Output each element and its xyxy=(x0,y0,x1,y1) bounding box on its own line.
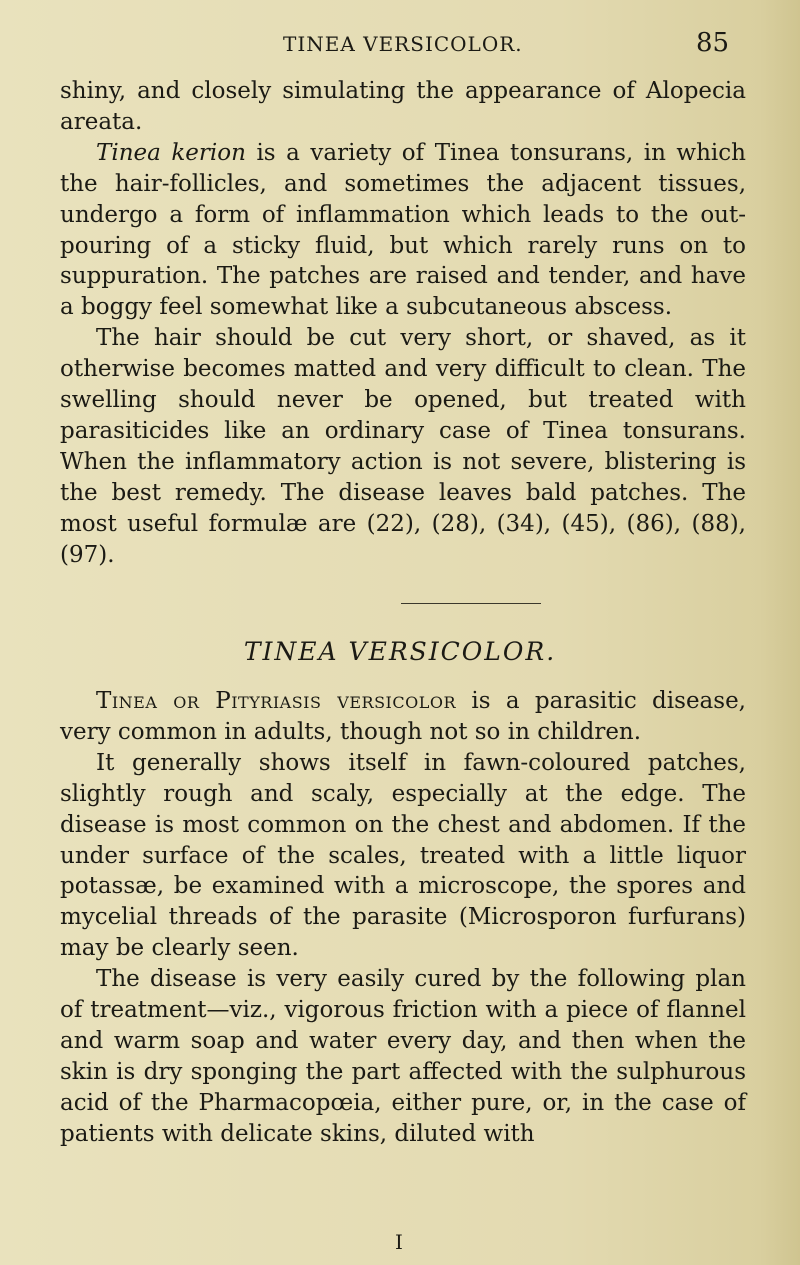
page-number: 85 xyxy=(696,28,730,58)
paragraph-treatment: The hair should be cut very short, or shaved, as it otherwise becomes matted and very difficult to clean. The swelling should never be opened, but treated with parasiticides like an ordinary case of Tinea tonsurans. When the inflammatory action is not severe, blistering is the best remedy. The disease leaves bald patches. The most useful formulæ are (22), (28), (34), (45), (86), (88), (97). xyxy=(60,325,746,568)
section-title: TINEA VERSICOLOR. xyxy=(243,637,557,666)
paragraph-definition xyxy=(60,686,746,748)
paragraph-cure: The disease is very easily cured by the following plan of treatment—viz., vigorous friction with a piece of flannel and warm soap and water every day, and then when the skin is dry sponging the part affected with the sulphurous acid of the Pharmacopœia, either pure, or, in the case of patients with delicate skins, diluted with xyxy=(60,966,746,1147)
small-caps-term: Tinea or Pityriasis versicolor xyxy=(96,688,457,714)
running-head: TINEA VERSICOLOR. xyxy=(283,32,523,56)
body-text-top xyxy=(60,76,746,571)
italic-term: Tinea kerion xyxy=(96,139,246,166)
paragraph-text: is a parasitic disease, very common in adults, though not so in children. xyxy=(60,688,746,745)
page-header xyxy=(0,26,800,66)
paragraph-continuation: shiny, and closely simulating the appearance of Alopecia areata. xyxy=(60,78,746,135)
section-divider xyxy=(401,603,541,604)
paragraph-appearance: It generally shows itself in fawn-coloured patches, slightly rough and scaly, especially at the edge. The disease is most common on the chest and abdomen. If the under surface of the scales, treated with a little liquor potassæ, be examined with a microscope, the spores and mycelial threads of the parasite (Microsporon furfurans) may be clearly seen. xyxy=(60,749,746,962)
paragraph-text: is a variety of Tinea tonsurans, in which the hair-follicles, and sometimes the adjacent tissues, undergo a form of inflammation which leads to the out-pouring of a sticky fluid, but which rarely runs on to suppuration. The patches are raised and tender, and have a boggy feel somewhat like a subcutaneous abscess. xyxy=(60,139,746,321)
body-text-bottom xyxy=(60,686,746,1150)
paragraph-tinea-kerion xyxy=(60,138,746,323)
signature-mark: I xyxy=(395,1230,403,1254)
